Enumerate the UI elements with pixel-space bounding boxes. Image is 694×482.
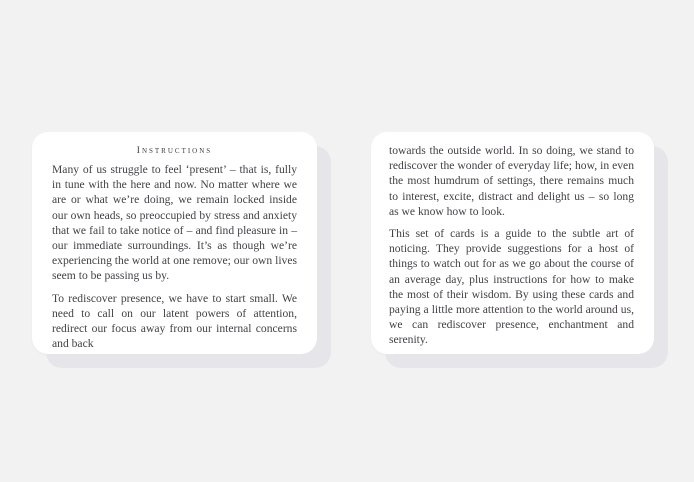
card-paragraph-presence-intro: Many of us struggle to feel ‘present’ – that is, fully in tune with the here and now. No matter where we are or what we’re doing, we remain locked inside our own heads, so preoccupied by stress and anxiety that we fail to take notice of – and find pleasure in – our immediate surroundings. It’s as though we’re experiencing the world at one remove; our own lives seem to be passing us by. bbox=[52, 163, 297, 283]
card-paragraph-outside-world: towards the outside world. In so doing, we stand to rediscover the wonder of everyday life; how, in even the most humdrum of settings, there remains much to interest, excite, distract and delight us – so long as we know how to look. bbox=[389, 144, 634, 218]
card-title: Instructions bbox=[136, 146, 213, 156]
instructions-card-back bbox=[371, 132, 654, 354]
card-paragraph-art-of-noticing: This set of cards is a guide to the subtle art of noticing. They provide suggestions for a host of things to watch out for as we go about the course of an average day, plus instructions for how to make the most of their wisdom. By using these cards and paying a little more attention to the world around us, we can rediscover presence, enchantment and serenity. bbox=[389, 227, 634, 347]
instructions-card-front bbox=[32, 132, 317, 354]
card-paragraph-start-small: To rediscover presence, we have to start small. We need to call on our latent powers of attention, redirect our focus away from our internal concerns and back bbox=[52, 291, 297, 351]
